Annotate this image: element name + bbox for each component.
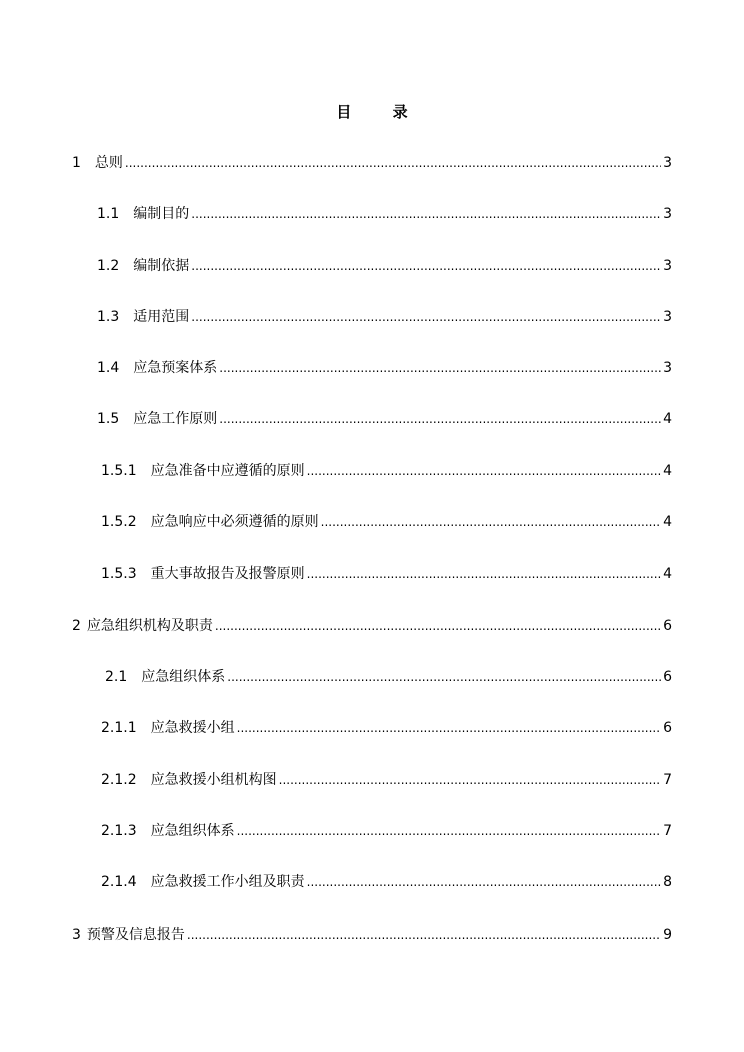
toc-entry-number: 2.1.4 [101, 874, 137, 890]
toc-entry-title: 应急救援小组 [150, 720, 235, 736]
toc-entry-page: 6 [663, 720, 672, 736]
toc-entry-title: 预警及信息报告 [86, 927, 185, 943]
toc-entry[interactable] [97, 359, 672, 377]
toc-entry-number: 3 [72, 927, 81, 943]
toc-entry[interactable] [97, 257, 672, 275]
toc-entry[interactable] [101, 822, 672, 840]
toc-entry[interactable] [72, 617, 672, 635]
toc-entry-number: 1 [72, 155, 81, 171]
toc-dot-leader [307, 565, 661, 583]
toc-entry-number: 1.4 [97, 360, 120, 376]
toc-entry-number: 1.5.2 [101, 514, 137, 530]
toc-entry-number: 1.5.3 [101, 566, 137, 582]
toc-entry-title: 应急准备中应遵循的原则 [150, 463, 305, 479]
toc-entry-number: 1.2 [97, 258, 120, 274]
toc-entry-page: 4 [663, 463, 672, 479]
toc-entry-page: 7 [663, 823, 672, 839]
toc-dot-leader [125, 154, 661, 172]
toc-entry-number: 1.1 [97, 206, 120, 222]
toc-dot-leader [191, 308, 661, 326]
toc-entry-page: 6 [663, 618, 672, 634]
toc-entry[interactable] [101, 719, 672, 737]
toc-dot-leader [279, 771, 661, 789]
toc-entry-page: 4 [663, 566, 672, 582]
toc-entry-title: 应急组织体系 [141, 669, 226, 685]
toc-entry-page: 8 [663, 874, 672, 890]
toc-entry-title: 应急组织机构及职责 [86, 618, 213, 634]
toc-entry-number: 1.3 [97, 309, 120, 325]
toc-entry[interactable] [72, 154, 672, 172]
toc-dot-leader [307, 873, 661, 891]
toc-entry[interactable] [97, 205, 672, 223]
toc-entry-title: 应急工作原则 [133, 411, 218, 427]
toc-entry-page: 3 [663, 206, 672, 222]
toc-title: 目 录 [336, 103, 426, 121]
toc-dot-leader [237, 719, 661, 737]
toc-entry-number: 2.1.3 [101, 823, 137, 839]
toc-entry-number: 2 [72, 618, 81, 634]
toc-entry-title: 总则 [94, 155, 123, 171]
toc-entry-title: 应急救援工作小组及职责 [150, 874, 305, 890]
toc-dot-leader [191, 257, 661, 275]
toc-entry-page: 3 [663, 258, 672, 274]
toc-entry-title: 编制目的 [133, 206, 190, 222]
toc-entry-page: 3 [663, 155, 672, 171]
toc-dot-leader [219, 410, 661, 428]
toc-dot-leader [321, 513, 661, 531]
toc-entry[interactable] [101, 771, 672, 789]
toc-entry-page: 3 [663, 309, 672, 325]
toc-entry[interactable] [97, 308, 672, 326]
toc-entry-title: 应急组织体系 [150, 823, 235, 839]
toc-entry[interactable] [105, 668, 672, 686]
toc-entry[interactable] [72, 926, 672, 944]
toc-entry[interactable] [101, 462, 672, 480]
toc-dot-leader [219, 359, 661, 377]
toc-entry-number: 1.5.1 [101, 463, 137, 479]
toc-entry-number: 2.1.2 [101, 772, 137, 788]
toc-entry-page: 7 [663, 772, 672, 788]
toc-entry-number: 1.5 [97, 411, 120, 427]
toc-entry[interactable] [97, 410, 672, 428]
toc-entry-page: 4 [663, 411, 672, 427]
toc-entry-page: 9 [663, 927, 672, 943]
toc-entry-title: 重大事故报告及报警原则 [150, 566, 305, 582]
toc-entry-title: 适用范围 [133, 309, 190, 325]
toc-entry-title: 应急响应中必须遵循的原则 [150, 514, 319, 530]
toc-dot-leader [187, 926, 661, 944]
toc-entry[interactable] [101, 565, 672, 583]
toc-entry-page: 4 [663, 514, 672, 530]
toc-dot-leader [191, 205, 661, 223]
toc-dot-leader [307, 462, 661, 480]
toc-entry-number: 2.1.1 [101, 720, 137, 736]
toc-entry-title: 应急救援小组机构图 [150, 772, 277, 788]
toc-entry-page: 6 [663, 669, 672, 685]
toc-dot-leader [237, 822, 661, 840]
toc-entry-number: 2.1 [105, 669, 128, 685]
toc-entry[interactable] [101, 513, 672, 531]
toc-entry-page: 3 [663, 360, 672, 376]
toc-entry-title: 编制依据 [133, 258, 190, 274]
toc-dot-leader [227, 668, 661, 686]
toc-entry-title: 应急预案体系 [133, 360, 218, 376]
toc-dot-leader [215, 617, 661, 635]
toc-entry[interactable] [101, 873, 672, 891]
